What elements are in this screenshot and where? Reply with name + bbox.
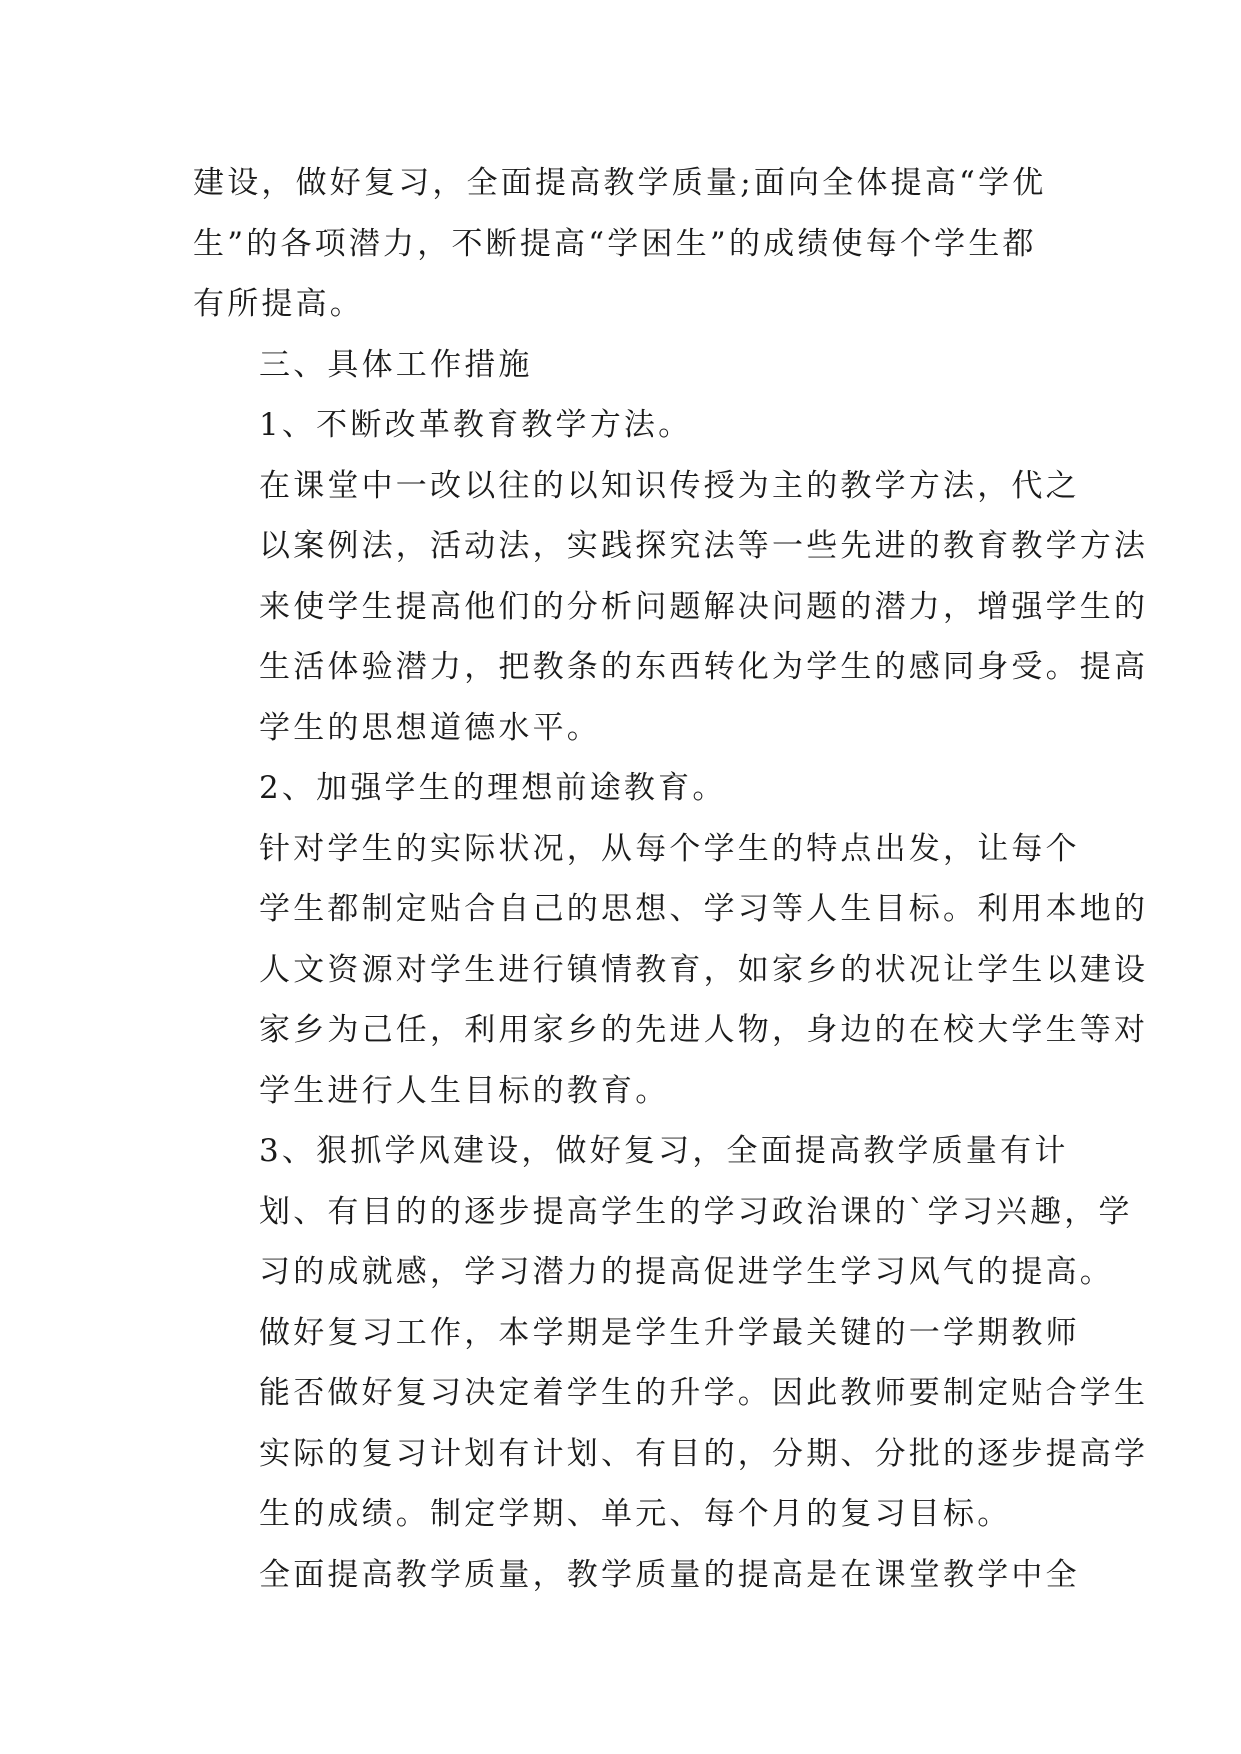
text-line: 3、狠抓学风建设，做好复习，全面提高教学质量有计	[259, 1133, 1069, 1169]
item-heading-1	[193, 395, 1053, 456]
text-line: 针对学生的实际状况，从每个学生的特点出发，让每个	[259, 830, 1080, 867]
heading-text: 1、不断改革教育教学方法。	[259, 407, 693, 443]
text-line: 能否做好复习决定着学生的升学。因此教师要制定贴合学生	[259, 1375, 1149, 1411]
paragraph-teaching-quality	[193, 1545, 1080, 1606]
text-line: 学生进行人生目标的教育。	[259, 1072, 670, 1109]
heading-text: 三、具体工作措施	[259, 346, 533, 383]
text-line: 来使学生提高他们的分析问题解决问题的潜力，增强学生的	[259, 588, 1149, 625]
paragraph-1	[193, 153, 1053, 335]
paragraph-study-style	[193, 1121, 1133, 1303]
text-line: 生的成绩。制定学期、单元、每个月的复习目标。	[259, 1496, 1012, 1532]
text-line: 人文资源对学生进行镇情教育，如家乡的状况让学生以建设	[259, 951, 1149, 988]
paragraph-review-work	[193, 1303, 1149, 1545]
text-line: 学生都制定贴合自己的思想、学习等人生目标。利用本地的	[259, 891, 1149, 927]
text-line: 有所提高。	[193, 286, 364, 322]
paragraph-ideal-education	[193, 819, 1149, 1122]
text-line: 在课堂中一改以往的以知识传授为主的教学方法，代之	[259, 467, 1080, 504]
text-line: 学生的思想道德水平。	[259, 709, 601, 746]
text-line: 建设，做好复习，全面提高教学质量;面向全体提高“学优	[193, 165, 1047, 201]
text-line: 生活体验潜力，把教条的东西转化为学生的感同身受。提高	[259, 649, 1149, 685]
text-line: 家乡为己任，利用家乡的先进人物，身边的在校大学生等对	[259, 1012, 1149, 1048]
item-heading-2	[193, 758, 1053, 819]
text-line: 以案例法，活动法，实践探究法等一些先进的教育教学方法	[259, 528, 1149, 564]
text-line: 做好复习工作，本学期是学生升学最关键的一学期教师	[259, 1314, 1080, 1351]
text-line: 生”的各项潜力，不断提高“学困生”的成绩使每个学生都	[193, 225, 1037, 262]
document-body	[193, 153, 1149, 1605]
section-heading	[193, 335, 1053, 396]
text-line: 实际的复习计划有计划、有目的，分期、分批的逐步提高学	[259, 1435, 1149, 1472]
text-line: 全面提高教学质量，教学质量的提高是在课堂教学中全	[259, 1556, 1080, 1593]
paragraph-teaching-methods	[193, 456, 1149, 759]
heading-text: 2、加强学生的理想前途教育。	[259, 770, 727, 806]
text-line: 习的成就感，学习潜力的提高促进学生学习风气的提高。	[259, 1254, 1114, 1290]
text-line: 划、有目的的逐步提高学生的学习政治课的`学习兴趣，学	[259, 1193, 1133, 1230]
